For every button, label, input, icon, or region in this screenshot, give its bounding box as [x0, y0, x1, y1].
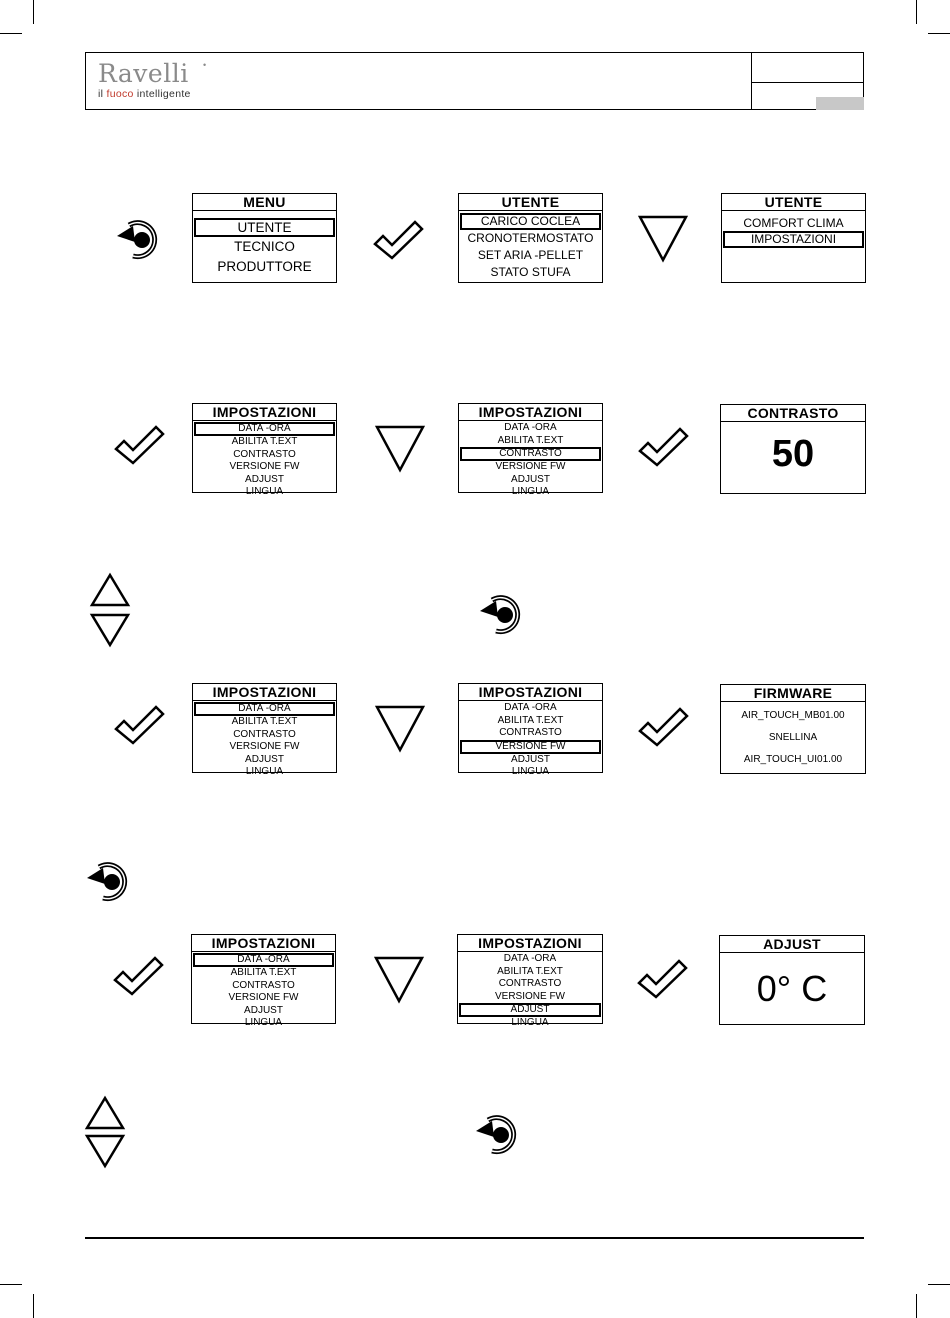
display-contrasto [720, 404, 866, 494]
impostazioni-item-adjust[interactable]: ADJUST [245, 753, 284, 765]
up-triangle-icon[interactable] [89, 572, 131, 608]
crop-mark [928, 1284, 950, 1285]
down-triangle-icon[interactable] [637, 214, 689, 264]
impostazioni-item-lingua[interactable]: LINGUA [245, 486, 284, 497]
utente-item-comfort-clima[interactable]: COMFORT CLIMA [743, 216, 844, 230]
impostazioni-item-data-ora[interactable]: DATA -ORA [504, 702, 557, 713]
crop-mark [928, 33, 950, 34]
down-triangle-icon[interactable] [374, 704, 426, 754]
utente-item-impostazioni[interactable]: IMPOSTAZIONI [723, 231, 864, 248]
screen-title: IMPOSTAZIONI [193, 684, 336, 701]
impostazioni-item-adjust[interactable]: ADJUST [511, 473, 550, 485]
utente-item-carico-coclea[interactable]: CARICO COCLEA [460, 213, 601, 230]
brand-registered-mark: • [203, 60, 207, 70]
up-triangle-icon[interactable] [84, 1095, 126, 1131]
checkmark-icon[interactable] [372, 218, 424, 262]
down-triangle-icon[interactable] [84, 1133, 126, 1169]
display-utente-2 [721, 193, 866, 283]
header-divider [751, 53, 752, 109]
impostazioni-item-versione-fw[interactable]: VERSIONE FW [228, 992, 299, 1003]
impostazioni-item-abilita-text[interactable]: ABILITA T.EXT [497, 965, 563, 977]
display-firmware [720, 684, 866, 774]
crop-mark [33, 1294, 34, 1318]
impostazioni-item-adjust[interactable]: ADJUST [511, 753, 550, 765]
impostazioni-item-abilita-text[interactable]: ABILITA T.EXT [497, 434, 564, 446]
impostazioni-item-contrasto[interactable]: CONTRASTO [499, 727, 562, 738]
page-number-cell [816, 97, 864, 110]
menu-item-tecnico[interactable]: TECNICO [234, 239, 295, 254]
impostazioni-item-data-ora[interactable]: DATA -ORA [194, 422, 335, 436]
screen-title: IMPOSTAZIONI [459, 404, 602, 421]
screen-title: IMPOSTAZIONI [458, 935, 602, 952]
impostazioni-item-adjust[interactable]: ADJUST [459, 1003, 601, 1017]
display-utente-1 [458, 193, 603, 283]
display-impostazioni-3 [192, 683, 337, 777]
screen-title: CONTRASTO [721, 405, 865, 422]
crop-mark [33, 0, 34, 24]
contrasto-value: 50 [771, 433, 815, 475]
brand-tagline: il fuoco intelligente [98, 88, 191, 100]
checkmark-icon[interactable] [637, 705, 689, 749]
impostazioni-item-contrasto[interactable]: CONTRASTO [232, 979, 295, 991]
firmware-mb-version: AIR_TOUCH_MB01.00 [741, 710, 845, 721]
back-icon[interactable] [472, 1107, 524, 1159]
impostazioni-item-abilita-text[interactable]: ABILITA T.EXT [497, 714, 564, 726]
display-adjust [719, 935, 865, 1025]
page-header [85, 52, 864, 110]
impostazioni-item-adjust[interactable]: ADJUST [245, 473, 284, 485]
screen-title: FIRMWARE [721, 685, 865, 702]
impostazioni-item-lingua[interactable]: LINGUA [511, 766, 550, 777]
display-impostazioni-4 [458, 683, 603, 777]
display-impostazioni-5 [191, 934, 336, 1028]
display-menu [192, 193, 337, 283]
impostazioni-item-data-ora[interactable]: DATA -ORA [503, 953, 557, 964]
impostazioni-item-data-ora[interactable]: DATA -ORA [194, 702, 335, 716]
crop-mark [916, 1294, 917, 1318]
footer-rule [85, 1237, 864, 1239]
back-icon[interactable] [113, 212, 165, 264]
screen-title: IMPOSTAZIONI [193, 404, 336, 421]
display-impostazioni-2 [458, 403, 603, 497]
firmware-model: SNELLINA [768, 732, 818, 743]
impostazioni-item-contrasto[interactable]: CONTRASTO [460, 447, 601, 461]
checkmark-icon[interactable] [636, 957, 688, 1001]
checkmark-icon[interactable] [113, 703, 165, 747]
impostazioni-item-contrasto[interactable]: CONTRASTO [498, 978, 562, 989]
crop-mark [0, 1284, 22, 1285]
impostazioni-item-data-ora[interactable]: DATA -ORA [193, 953, 334, 967]
checkmark-icon[interactable] [113, 423, 165, 467]
back-icon[interactable] [83, 854, 135, 906]
impostazioni-item-lingua[interactable]: LINGUA [511, 1017, 549, 1028]
screen-title: UTENTE [722, 194, 865, 211]
impostazioni-item-abilita-text[interactable]: ABILITA T.EXT [231, 436, 298, 447]
impostazioni-item-contrasto[interactable]: CONTRASTO [233, 728, 296, 740]
crop-mark [0, 33, 22, 34]
down-triangle-icon[interactable] [374, 424, 426, 474]
screen-title: ADJUST [720, 936, 864, 953]
impostazioni-item-versione-fw[interactable]: VERSIONE FW [460, 740, 601, 754]
firmware-ui-version: AIR_TOUCH_UI01.00 [743, 754, 843, 765]
utente-item-cronotermostato[interactable]: CRONOTERMOSTATO [467, 231, 594, 245]
checkmark-icon[interactable] [637, 425, 689, 469]
impostazioni-item-lingua[interactable]: LINGUA [511, 486, 550, 497]
screen-title: MENU [193, 194, 336, 211]
crop-mark [916, 0, 917, 24]
menu-item-utente[interactable]: UTENTE [194, 218, 335, 237]
impostazioni-item-lingua[interactable]: LINGUA [245, 766, 284, 777]
display-impostazioni-6 [457, 934, 603, 1028]
impostazioni-item-adjust[interactable]: ADJUST [244, 1004, 283, 1016]
brand-logo: Ravelli [98, 59, 189, 88]
checkmark-icon[interactable] [112, 954, 164, 998]
impostazioni-item-abilita-text[interactable]: ABILITA T.EXT [231, 716, 298, 727]
impostazioni-item-abilita-text[interactable]: ABILITA T.EXT [230, 967, 297, 978]
down-triangle-icon[interactable] [373, 955, 425, 1005]
down-triangle-icon[interactable] [89, 612, 131, 648]
utente-item-set-aria-pellet[interactable]: SET ARIA -PELLET [477, 248, 584, 262]
back-icon[interactable] [476, 587, 528, 639]
screen-title: IMPOSTAZIONI [192, 935, 335, 952]
impostazioni-item-versione-fw[interactable]: VERSIONE FW [495, 461, 566, 472]
impostazioni-item-data-ora[interactable]: DATA -ORA [504, 422, 557, 433]
impostazioni-item-versione-fw[interactable]: VERSIONE FW [229, 741, 300, 752]
menu-item-produttore[interactable]: PRODUTTORE [217, 259, 312, 274]
header-cell-divider [751, 82, 864, 83]
utente-item-stato-stufa[interactable]: STATO STUFA [490, 265, 571, 279]
impostazioni-item-contrasto[interactable]: CONTRASTO [233, 448, 296, 460]
impostazioni-item-lingua[interactable]: LINGUA [244, 1017, 283, 1028]
screen-title: UTENTE [459, 194, 602, 211]
impostazioni-item-versione-fw[interactable]: VERSIONE FW [229, 461, 300, 472]
screen-title: IMPOSTAZIONI [459, 684, 602, 701]
adjust-value: 0° C [756, 968, 828, 1009]
display-impostazioni-1 [192, 403, 337, 497]
impostazioni-item-versione-fw[interactable]: VERSIONE FW [494, 990, 565, 1002]
